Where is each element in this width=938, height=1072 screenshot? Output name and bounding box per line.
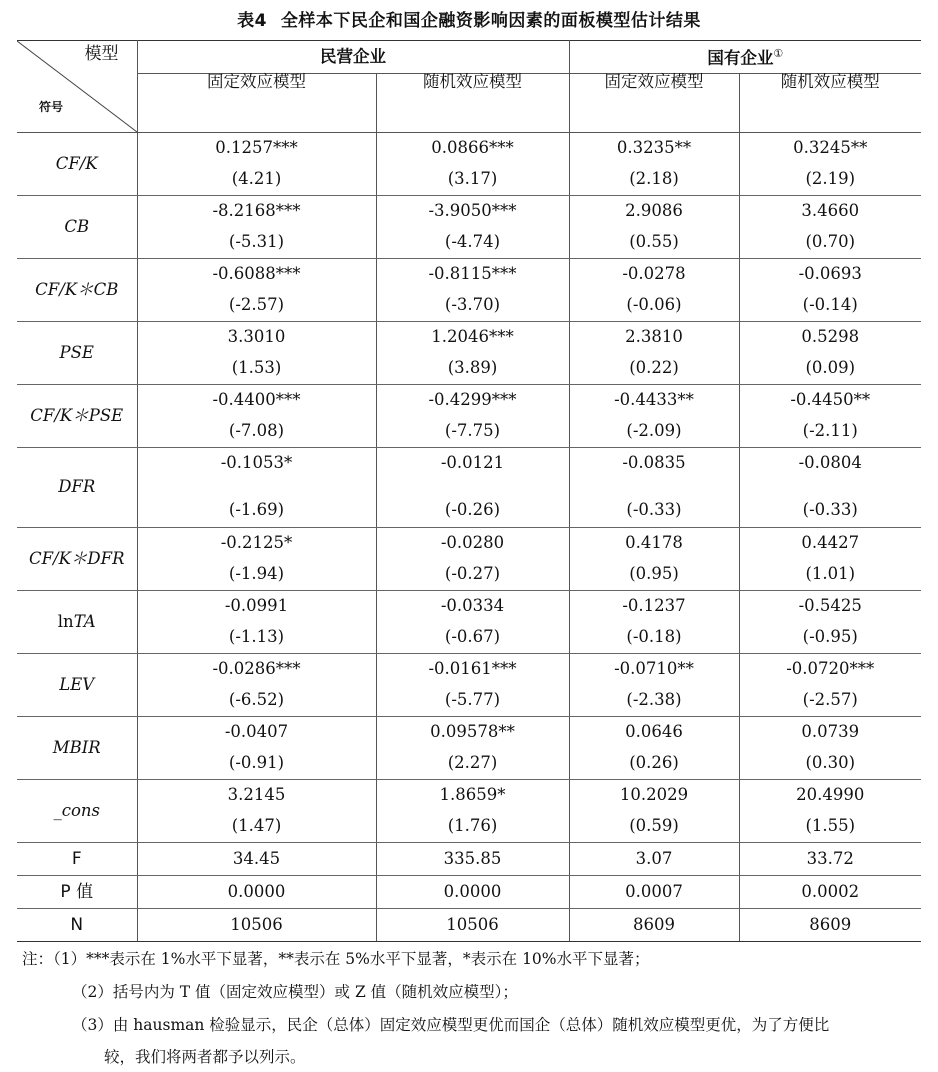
coefficient-cell: 0.09578** bbox=[376, 717, 569, 749]
coefficient-cell: -0.1053* bbox=[137, 448, 376, 494]
variable-label: _cons bbox=[53, 800, 101, 820]
tstat-cell: (-2.57) bbox=[739, 685, 921, 717]
stat-value: 8609 bbox=[739, 909, 921, 942]
coefficient-cell: 2.3810 bbox=[569, 322, 739, 354]
coefficient-cell: -0.0161*** bbox=[376, 654, 569, 686]
variable-label: MBIR bbox=[52, 737, 101, 757]
table-row-tstat bbox=[17, 685, 921, 717]
coefficient-cell: -0.0334 bbox=[376, 591, 569, 623]
tstat-cell: (-0.06) bbox=[569, 290, 739, 322]
coefficient-cell: -0.0286*** bbox=[137, 654, 376, 686]
group-header-private: 民营企业 bbox=[137, 41, 569, 74]
stat-name: F bbox=[17, 843, 137, 876]
variable-prefix: ln bbox=[57, 611, 74, 631]
tstat-cell: (-0.33) bbox=[569, 493, 739, 528]
coefficient-cell: -0.8115*** bbox=[376, 259, 569, 291]
tstat-cell: (-2.38) bbox=[569, 685, 739, 717]
note-3-continued: 较，我们将两者都予以列示。 bbox=[104, 1048, 306, 1066]
tstat-cell: (0.09) bbox=[739, 353, 921, 385]
tstat-cell: (1.47) bbox=[137, 811, 376, 843]
variable-name bbox=[17, 385, 137, 448]
coefficient-cell: 20.4990 bbox=[739, 780, 921, 812]
coefficient-cell: 3.2145 bbox=[137, 780, 376, 812]
header-corner bbox=[17, 41, 137, 133]
coefficient-cell: -0.4299*** bbox=[376, 385, 569, 417]
tstat-cell: (-2.09) bbox=[569, 416, 739, 448]
table-row bbox=[17, 385, 921, 417]
tstat-cell: (-0.95) bbox=[739, 622, 921, 654]
coefficient-cell: 1.2046*** bbox=[376, 322, 569, 354]
tstat-cell: (0.70) bbox=[739, 227, 921, 259]
coefficient-cell: -0.0278 bbox=[569, 259, 739, 291]
coefficient-cell: -8.2168*** bbox=[137, 196, 376, 228]
table-row bbox=[17, 196, 921, 228]
corner-symbol-label: 符号 bbox=[39, 100, 64, 114]
tstat-cell: (2.19) bbox=[739, 164, 921, 196]
corner-model-label: 模型 bbox=[84, 44, 119, 64]
coefficient-cell: -0.0804 bbox=[739, 448, 921, 494]
stat-value: 335.85 bbox=[376, 843, 569, 876]
note-3: （3）由 hausman 检验显示，民企（总体）固定效应模型更优而国企（总体）随机效应模型更优，为了方便比 bbox=[72, 1016, 830, 1034]
table-row-tstat bbox=[17, 493, 921, 528]
stat-value: 0.0000 bbox=[137, 876, 376, 909]
tstat-cell: (0.30) bbox=[739, 748, 921, 780]
variable-label: CF/K＊PSE bbox=[30, 405, 124, 425]
tstat-cell: (-7.75) bbox=[376, 416, 569, 448]
coefficient-cell: -0.6088*** bbox=[137, 259, 376, 291]
coefficient-cell: 0.0739 bbox=[739, 717, 921, 749]
variable-name bbox=[17, 133, 137, 196]
tstat-cell: (-3.70) bbox=[376, 290, 569, 322]
tstat-cell: (-0.18) bbox=[569, 622, 739, 654]
table-row bbox=[17, 528, 921, 560]
table-row bbox=[17, 591, 921, 623]
coefficient-cell: 0.0646 bbox=[569, 717, 739, 749]
table-row-tstat bbox=[17, 622, 921, 654]
tstat-cell: (-5.31) bbox=[137, 227, 376, 259]
table-row-tstat bbox=[17, 748, 921, 780]
results-table bbox=[17, 40, 921, 942]
table-row bbox=[17, 259, 921, 291]
variable-label: TA bbox=[73, 611, 96, 631]
coefficient-cell: -3.9050*** bbox=[376, 196, 569, 228]
coefficient-cell: 0.0866*** bbox=[376, 133, 569, 165]
coefficient-cell: -0.0121 bbox=[376, 448, 569, 494]
tstat-cell: (-2.11) bbox=[739, 416, 921, 448]
tstat-cell: (0.59) bbox=[569, 811, 739, 843]
table-row-tstat bbox=[17, 227, 921, 259]
coefficient-cell: 2.9086 bbox=[569, 196, 739, 228]
tstat-cell: (-0.27) bbox=[376, 559, 569, 591]
table-row-tstat bbox=[17, 290, 921, 322]
corner-diagonal bbox=[17, 41, 137, 132]
coefficient-cell: -0.4400*** bbox=[137, 385, 376, 417]
coefficient-cell: -0.0407 bbox=[137, 717, 376, 749]
col-header-random-state: 随机效应模型 bbox=[739, 74, 921, 133]
table-row-tstat bbox=[17, 811, 921, 843]
variable-name bbox=[17, 448, 137, 528]
variable-label: CB bbox=[64, 216, 90, 236]
table-row-tstat bbox=[17, 353, 921, 385]
coefficient-cell: -0.0280 bbox=[376, 528, 569, 560]
tstat-cell: (-0.26) bbox=[376, 493, 569, 528]
tstat-cell: (0.95) bbox=[569, 559, 739, 591]
variable-name bbox=[17, 196, 137, 259]
table-caption: 全样本下民企和国企融资影响因素的面板模型估计结果 bbox=[280, 11, 701, 31]
tstat-cell: (2.27) bbox=[376, 748, 569, 780]
tstat-cell: (-0.33) bbox=[739, 493, 921, 528]
stat-name: P 值 bbox=[17, 876, 137, 909]
stat-value: 34.45 bbox=[137, 843, 376, 876]
stat-value: 33.72 bbox=[739, 843, 921, 876]
stat-name: N bbox=[17, 909, 137, 942]
variable-label: CF/K bbox=[55, 153, 98, 173]
header-row-groups bbox=[17, 41, 921, 74]
tstat-cell: (-0.91) bbox=[137, 748, 376, 780]
header-row-models bbox=[17, 74, 921, 133]
col-header-fixed-state: 固定效应模型 bbox=[569, 74, 739, 133]
table-row bbox=[17, 780, 921, 812]
tstat-cell: (1.53) bbox=[137, 353, 376, 385]
coefficient-cell: 3.4660 bbox=[739, 196, 921, 228]
variable-name bbox=[17, 322, 137, 385]
tstat-cell: (-1.94) bbox=[137, 559, 376, 591]
note-2: （2）括号内为 T 值（固定效应模型）或 Z 值（随机效应模型）； bbox=[72, 983, 518, 1001]
tstat-cell: (-0.14) bbox=[739, 290, 921, 322]
stat-row bbox=[17, 843, 921, 876]
note-1: 注：（1）***表示在 1%水平下显著，**表示在 5%水平下显著，*表示在 10%水平下显著； bbox=[22, 950, 650, 968]
coefficient-cell: -0.2125* bbox=[137, 528, 376, 560]
footnote-mark: ① bbox=[773, 46, 784, 60]
stat-value: 10506 bbox=[376, 909, 569, 942]
table-row-tstat bbox=[17, 559, 921, 591]
coefficient-cell: -0.0710** bbox=[569, 654, 739, 686]
variable-label: DFR bbox=[58, 477, 96, 497]
tstat-cell: (-6.52) bbox=[137, 685, 376, 717]
coefficient-cell: -0.0720*** bbox=[739, 654, 921, 686]
coefficient-cell: 0.3245** bbox=[739, 133, 921, 165]
coefficient-cell: 10.2029 bbox=[569, 780, 739, 812]
stat-value: 10506 bbox=[137, 909, 376, 942]
stat-row bbox=[17, 876, 921, 909]
table-row bbox=[17, 654, 921, 686]
tstat-cell: (3.17) bbox=[376, 164, 569, 196]
variable-label: PSE bbox=[59, 342, 94, 362]
variable-label: CF/K＊DFR bbox=[28, 548, 125, 568]
tstat-cell: (3.89) bbox=[376, 353, 569, 385]
table-number: 表4 bbox=[237, 11, 267, 31]
variable-name bbox=[17, 528, 137, 591]
coefficient-cell: 0.1257*** bbox=[137, 133, 376, 165]
tstat-cell: (-2.57) bbox=[137, 290, 376, 322]
variable-label: CF/K＊CB bbox=[35, 279, 119, 299]
stat-value: 0.0007 bbox=[569, 876, 739, 909]
col-header-random-private: 随机效应模型 bbox=[376, 74, 569, 133]
coefficient-cell: 0.3235** bbox=[569, 133, 739, 165]
coefficient-cell: 3.3010 bbox=[137, 322, 376, 354]
tstat-cell: (-5.77) bbox=[376, 685, 569, 717]
tstat-cell: (-1.13) bbox=[137, 622, 376, 654]
variable-name bbox=[17, 780, 137, 843]
coefficient-cell: 0.4178 bbox=[569, 528, 739, 560]
tstat-cell: (0.22) bbox=[569, 353, 739, 385]
tstat-cell: (4.21) bbox=[137, 164, 376, 196]
coefficient-cell: -0.1237 bbox=[569, 591, 739, 623]
tstat-cell: (-4.74) bbox=[376, 227, 569, 259]
tstat-cell: (2.18) bbox=[569, 164, 739, 196]
stat-value: 3.07 bbox=[569, 843, 739, 876]
table-row bbox=[17, 448, 921, 494]
tstat-cell: (-1.69) bbox=[137, 493, 376, 528]
tstat-cell: (1.01) bbox=[739, 559, 921, 591]
table-row-tstat bbox=[17, 416, 921, 448]
variable-name bbox=[17, 717, 137, 780]
coefficient-cell: 0.5298 bbox=[739, 322, 921, 354]
stat-row bbox=[17, 909, 921, 942]
stat-value: 0.0000 bbox=[376, 876, 569, 909]
tstat-cell: (1.55) bbox=[739, 811, 921, 843]
coefficient-cell: 1.8659* bbox=[376, 780, 569, 812]
table-row bbox=[17, 322, 921, 354]
coefficient-cell: -0.4450** bbox=[739, 385, 921, 417]
variable-name bbox=[17, 654, 137, 717]
coefficient-cell: 0.4427 bbox=[739, 528, 921, 560]
variable-label: LEV bbox=[59, 674, 95, 694]
tstat-cell: (-7.08) bbox=[137, 416, 376, 448]
stat-value: 0.0002 bbox=[739, 876, 921, 909]
table-row bbox=[17, 717, 921, 749]
group-header-state: 国有企业① bbox=[569, 41, 921, 74]
coefficient-cell: -0.4433** bbox=[569, 385, 739, 417]
variable-name bbox=[17, 591, 137, 654]
coefficient-cell: -0.0835 bbox=[569, 448, 739, 494]
tstat-cell: (0.26) bbox=[569, 748, 739, 780]
col-header-fixed-private: 固定效应模型 bbox=[137, 74, 376, 133]
coefficient-cell: -0.5425 bbox=[739, 591, 921, 623]
tstat-cell: (1.76) bbox=[376, 811, 569, 843]
tstat-cell: (0.55) bbox=[569, 227, 739, 259]
stat-value: 8609 bbox=[569, 909, 739, 942]
coefficient-cell: -0.0693 bbox=[739, 259, 921, 291]
tstat-cell: (-0.67) bbox=[376, 622, 569, 654]
coefficient-cell: -0.0991 bbox=[137, 591, 376, 623]
table-title bbox=[0, 6, 938, 31]
table-row bbox=[17, 133, 921, 165]
table-row-tstat bbox=[17, 164, 921, 196]
variable-name bbox=[17, 259, 137, 322]
